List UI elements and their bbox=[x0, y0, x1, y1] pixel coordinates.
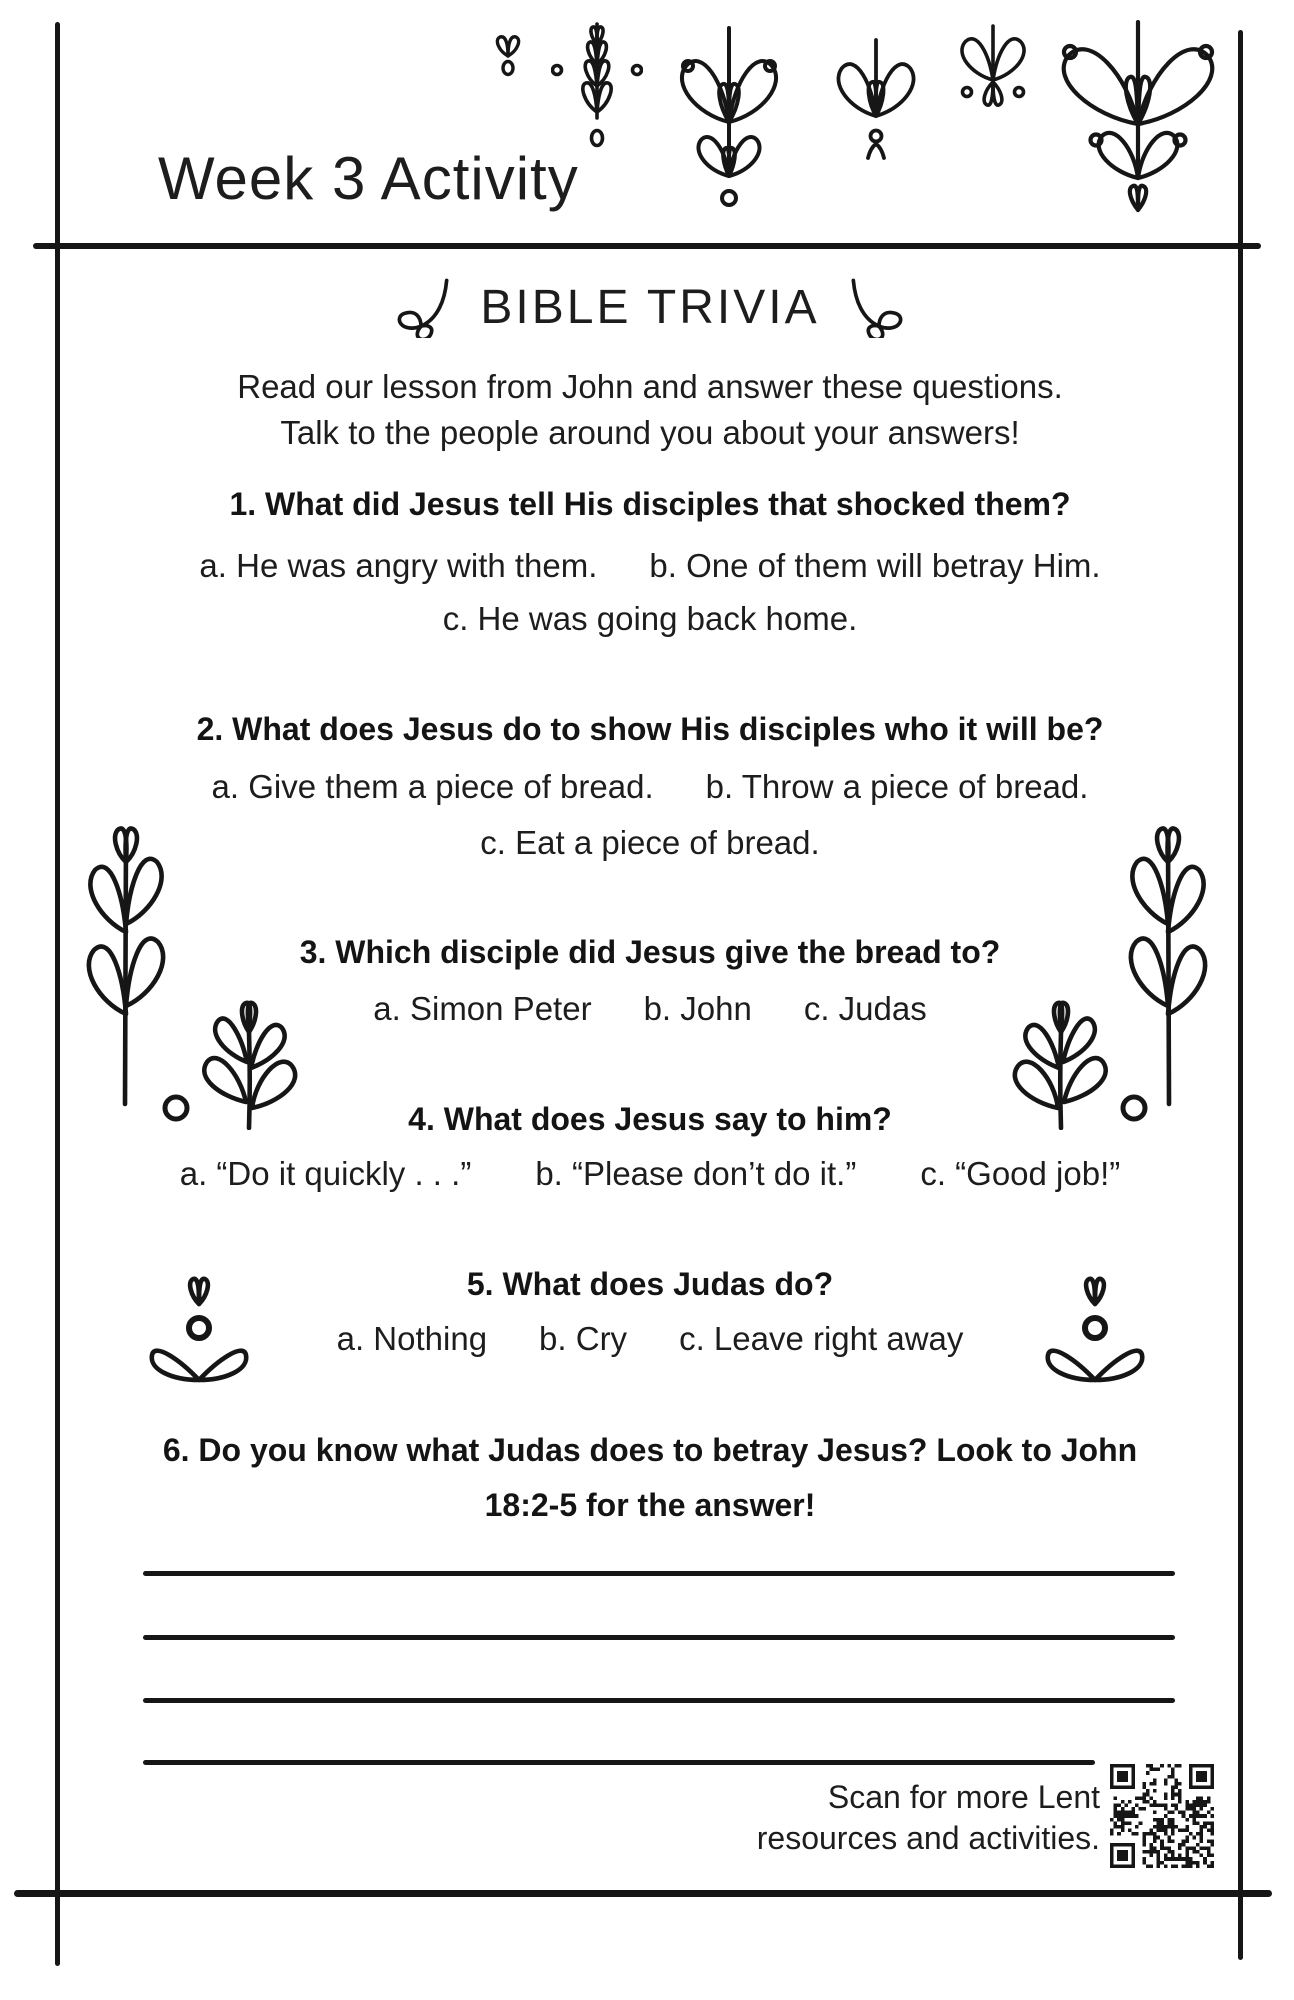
scan-caption bbox=[757, 1777, 1100, 1859]
chevron-branch-icon bbox=[551, 22, 643, 154]
heart-sprig-icon bbox=[826, 38, 926, 166]
instructions bbox=[57, 364, 1243, 456]
option-4a: a. “Do it quickly . . .” bbox=[179, 1155, 472, 1192]
question-1-options-row-1 bbox=[57, 547, 1243, 585]
option-2b: b. Throw a piece of bread. bbox=[705, 768, 1089, 805]
section-heading-row bbox=[57, 272, 1243, 342]
fern-right-icon bbox=[1000, 978, 1158, 1130]
instructions-line-1: Read our lesson from John and answer these questions. bbox=[237, 368, 1063, 405]
option-1a: a. He was angry with them. bbox=[199, 547, 598, 584]
option-3a: a. Simon Peter bbox=[373, 990, 592, 1027]
tiny-flower-icon bbox=[485, 34, 531, 80]
answer-line-3 bbox=[143, 1698, 1175, 1703]
leaf-flourish-right-icon bbox=[846, 276, 912, 338]
option-1b: b. One of them will betray Him. bbox=[649, 547, 1101, 584]
section-heading: BIBLE TRIVIA bbox=[480, 280, 820, 334]
heart-branch-icon bbox=[668, 26, 790, 224]
question-2-options-row-2 bbox=[57, 824, 1243, 862]
option-4c: c. “Good job!” bbox=[920, 1155, 1121, 1192]
scan-caption-line-1: Scan for more Lent bbox=[827, 1779, 1100, 1815]
option-4b: b. “Please don’t do it.” bbox=[535, 1155, 857, 1192]
large-heart-branch-icon bbox=[1040, 20, 1236, 220]
frame-top-line bbox=[33, 243, 1261, 249]
question-2-prompt: 2. What does Jesus do to show His disciples who it will be? bbox=[196, 711, 1104, 747]
option-5a: a. Nothing bbox=[336, 1320, 488, 1357]
question-4-prompt: 4. What does Jesus say to him? bbox=[408, 1101, 892, 1137]
question-1-options-row-2 bbox=[57, 600, 1243, 638]
question-6-prompt-line-1: 6. Do you know what Judas does to betray Jesus? Look to John bbox=[162, 1432, 1138, 1468]
scan-caption-line-2: resources and activities. bbox=[756, 1820, 1100, 1856]
sprout-right-icon bbox=[1029, 1274, 1161, 1394]
sprout-left-icon bbox=[133, 1274, 265, 1394]
option-2c: c. Eat a piece of bread. bbox=[480, 824, 820, 861]
option-5b: b. Cry bbox=[539, 1320, 628, 1357]
frame-bottom-line bbox=[14, 1890, 1272, 1897]
small-heart-sprig-icon bbox=[945, 24, 1041, 116]
question-5-prompt: 5. What does Judas do? bbox=[466, 1266, 834, 1302]
answer-line-1 bbox=[143, 1571, 1175, 1576]
answer-line-4 bbox=[143, 1760, 1095, 1765]
instructions-line-2: Talk to the people around you about your answers! bbox=[280, 414, 1020, 451]
question-4-options-row bbox=[57, 1155, 1243, 1193]
option-1c: c. He was going back home. bbox=[442, 600, 858, 637]
question-6-prompt-line-2: 18:2-5 for the answer! bbox=[484, 1487, 816, 1523]
qr-code bbox=[1110, 1764, 1214, 1868]
option-3b: b. John bbox=[643, 990, 752, 1027]
fern-left-icon bbox=[152, 978, 310, 1130]
leaf-flourish-left-icon bbox=[388, 276, 454, 338]
question-3-prompt: 3. Which disciple did Jesus give the bread to? bbox=[299, 934, 1001, 970]
answer-line-2 bbox=[143, 1635, 1175, 1640]
option-2a: a. Give them a piece of bread. bbox=[211, 768, 654, 805]
question-1-prompt: 1. What did Jesus tell His disciples that shocked them? bbox=[229, 486, 1071, 522]
page-title: Week 3 Activity bbox=[158, 145, 579, 212]
question-2-options-row-1 bbox=[57, 768, 1243, 806]
option-3c: c. Judas bbox=[803, 990, 927, 1027]
option-5c: c. Leave right away bbox=[679, 1320, 964, 1357]
